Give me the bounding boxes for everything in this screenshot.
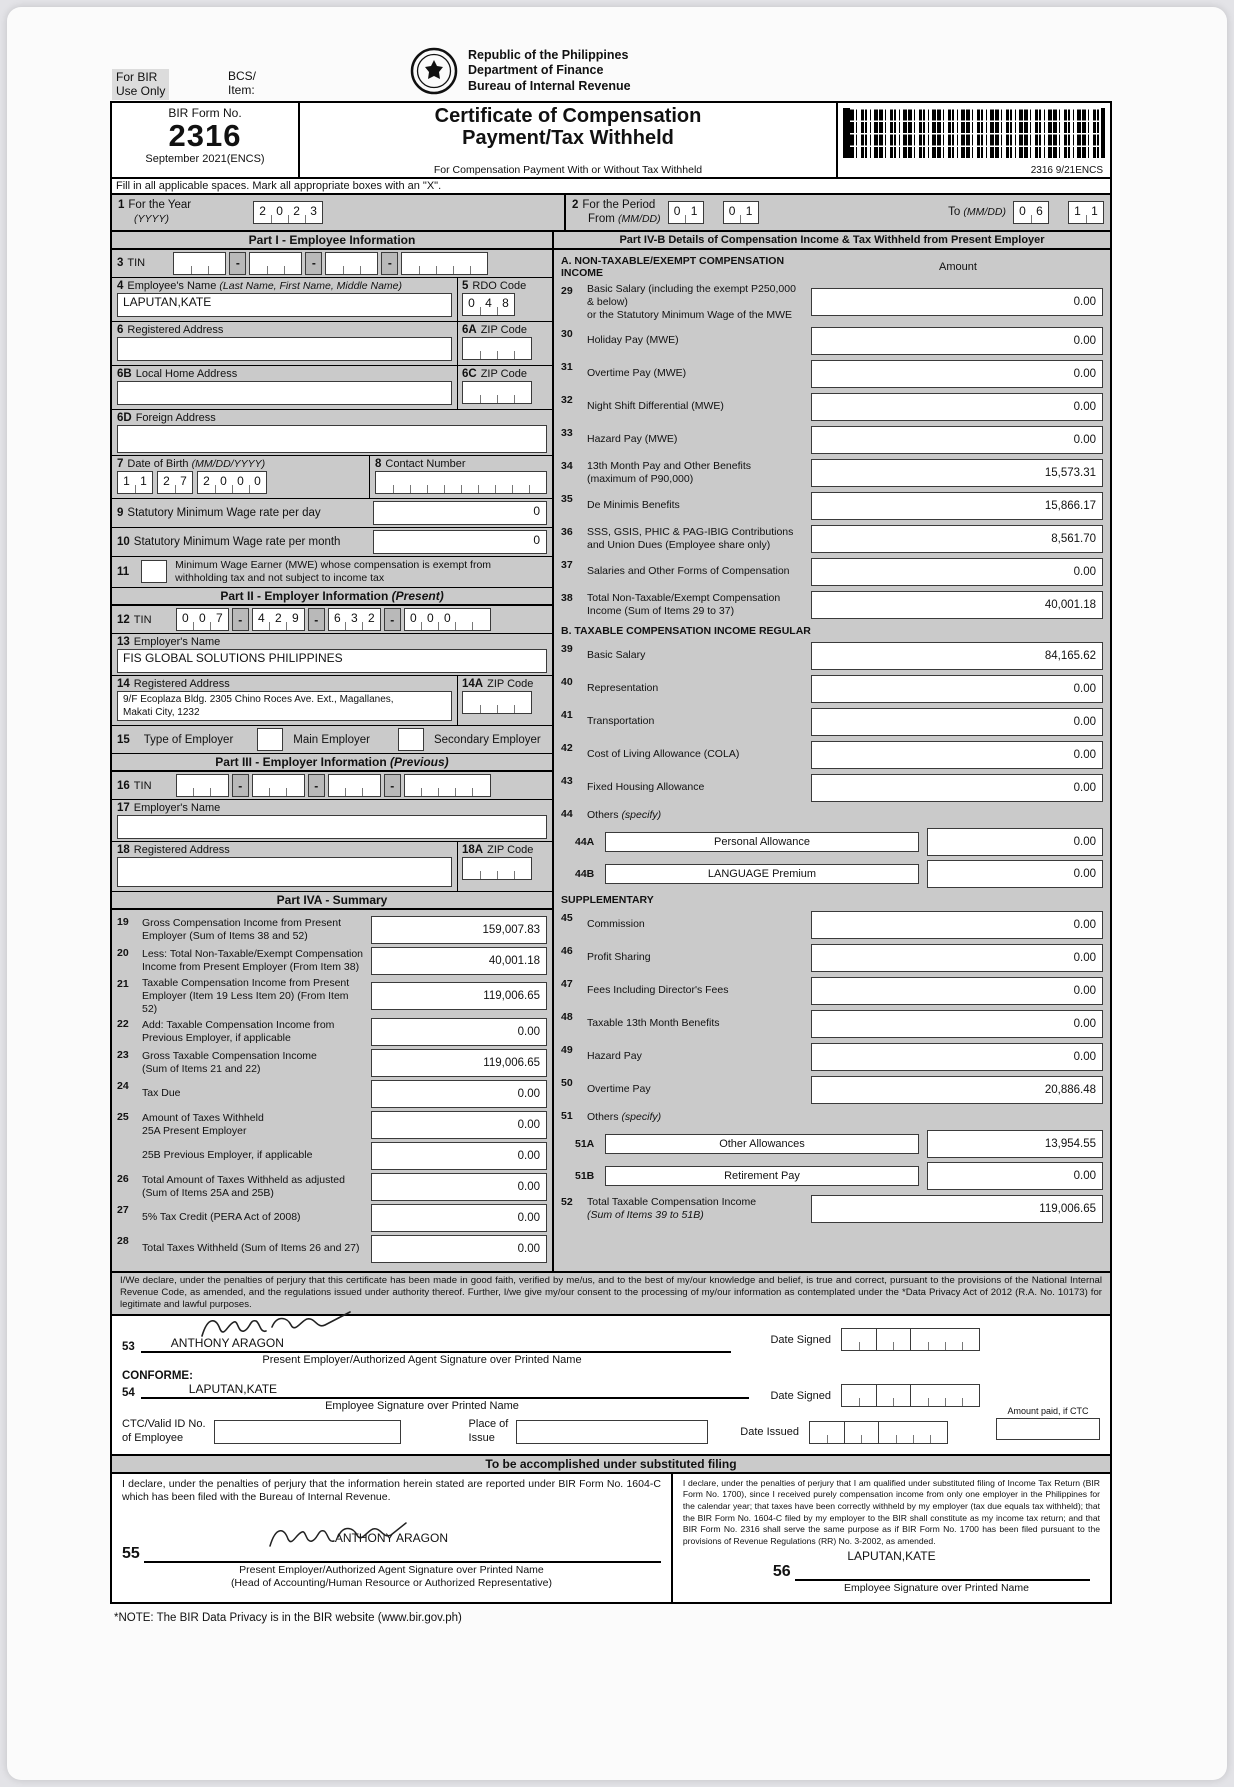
- employer-name-input[interactable]: FIS GLOBAL SOLUTIONS PHILIPPINES: [117, 649, 547, 673]
- summary-amount-field[interactable]: 0.00: [371, 1018, 547, 1046]
- summary-row: 28 Total Taxes Withheld (Sum of Items 26 and 27) 0.00: [117, 1234, 547, 1263]
- compensation-row: 32 Night Shift Differential (MWE) 0.00: [561, 392, 1103, 421]
- compensation-row: 41 Transportation 0.00: [561, 707, 1103, 736]
- conforme-label: CONFORME:: [122, 1370, 193, 1383]
- amount-field[interactable]: 0.00: [811, 393, 1103, 421]
- other-compensation-row: 51B Retirement Pay 0.00: [575, 1162, 1103, 1190]
- summary-row: 22 Add: Taxable Compensation Income from Previous Employer, if applicable 0.00: [117, 1017, 547, 1046]
- employee-tin-row: 3 TIN - - -: [112, 250, 552, 278]
- other-compensation-row: 44B LANGUAGE Premium 0.00: [575, 860, 1103, 888]
- amount-paid-ctc-input[interactable]: [996, 1418, 1100, 1440]
- rdo-code-input[interactable]: 0 4 8: [462, 293, 515, 316]
- date-issued: Date Issued: [740, 1421, 948, 1444]
- amount-field[interactable]: 20,886.48: [811, 1076, 1103, 1104]
- compensation-row: 31 Overtime Pay (MWE) 0.00: [561, 359, 1103, 388]
- substituted-left: I declare, under the penalties of perjury that the information herein stated are reported under BIR Form No. 1604-C which has been filed with the Bureau of Internal Revenue. ANTHONY ARAGON 55 Present Employer/Authorized Agent Signature over Printed Name (Head of Accounting/Human Resource or Authorized Representative): [112, 1474, 673, 1602]
- other-name-field[interactable]: Retirement Pay: [605, 1166, 919, 1186]
- type-of-employer-row: 15 Type of Employer Main Employer Secondary Employer: [112, 726, 552, 754]
- form-subtitle: For Compensation Payment With or Without Tax Withheld: [433, 164, 703, 176]
- barcode-cell: [836, 103, 1110, 177]
- others-44-row: 44 Others (specify): [561, 808, 662, 821]
- part2-header: Part II - Employer Information (Present): [112, 588, 552, 606]
- government-header: [410, 47, 631, 95]
- ctc-id-input[interactable]: [214, 1420, 401, 1444]
- left-column: [112, 232, 554, 1272]
- amount-field[interactable]: 0.00: [927, 828, 1103, 856]
- other-name-field[interactable]: Other Allowances: [605, 1134, 919, 1154]
- previous-employer-address-input[interactable]: [117, 857, 452, 887]
- main-employer-checkbox[interactable]: [257, 728, 283, 751]
- compensation-row: 29 Basic Salary (including the exempt P250,000 & below) or the Statutory Minimum Wage of the MWE 0.00: [561, 283, 1103, 322]
- barcode-image: [843, 108, 1105, 158]
- summary-row: 21 Taxable Compensation Income from Present Employer (Item 19 Less Item 20) (From Item 52) 119,006.65: [117, 977, 547, 1015]
- substituted-filing-header: To be accomplished under substituted filing: [112, 1454, 1110, 1474]
- part4a-header: Part IVA - Summary: [112, 892, 552, 910]
- summary-row: 20 Less: Total Non-Taxable/Exempt Compensation Income from Present Employer (From Item 38) 40,001.18: [117, 946, 547, 975]
- other-compensation-row: 44A Personal Allowance 0.00: [575, 828, 1103, 856]
- summary-amount-field[interactable]: 40,001.18: [371, 947, 547, 975]
- registered-address-row: 6 Registered Address 6A ZIP Code: [112, 322, 552, 366]
- total-taxable-row: 52 Total Taxable Compensation Income (Sum of Items 39 to 51B) 119,006.65: [561, 1194, 1103, 1223]
- supplementary-header: SUPPLEMENTARY: [561, 894, 654, 907]
- employee-tin-input[interactable]: - - -: [173, 252, 488, 275]
- wage-per-month-row: 10 Statutory Minimum Wage rate per month 0: [112, 528, 552, 557]
- employee-name-input[interactable]: LAPUTAN,KATE: [117, 293, 452, 317]
- amount-field[interactable]: 0.00: [927, 1162, 1103, 1190]
- taxable-regular-items: [561, 641, 1103, 802]
- employer-tin-input[interactable]: 0 0 7 - 4 2 9 - 6 3 2 - 0 0 0: [176, 608, 491, 631]
- signature-53-image: [192, 1308, 362, 1342]
- signature-53-line[interactable]: ANTHONY ARAGON: [141, 1336, 731, 1353]
- summary-amount-field[interactable]: 159,007.83: [371, 916, 547, 944]
- signature-53-caption: Present Employer/Authorized Agent Signature over Printed Name: [262, 1354, 582, 1367]
- local-home-address-input[interactable]: [117, 381, 452, 405]
- form-no-label: BIR Form No.: [168, 106, 242, 120]
- compensation-row: 37 Salaries and Other Forms of Compensation 0.00: [561, 557, 1103, 586]
- item1-for-the-year: 1 For the Year (YYYY) 2 0 2 3: [112, 195, 566, 230]
- date-signed-53-input[interactable]: [841, 1328, 980, 1351]
- foreign-address-input[interactable]: [117, 425, 547, 453]
- barcode-label: 2316 9/21ENCS: [1030, 165, 1103, 176]
- summary-row: 26 Total Amount of Taxes Withheld as adjusted (Sum of Items 25A and 25B) 0.00: [117, 1172, 547, 1201]
- section-a-header: A. NON-TAXABLE/EXEMPT COMPENSATION INCOME Amount: [561, 255, 1103, 279]
- period-from-mm-input[interactable]: 0 1: [668, 201, 704, 224]
- others-51-row: 51 Others (specify): [561, 1110, 662, 1123]
- employer-address-row: 14 Registered Address 9/F Ecoplaza Bldg. 2305 Chino Roces Ave. Ext., Magallanes, Makati City, 1232 14A ZIP Code: [112, 676, 552, 726]
- other-name-field[interactable]: Personal Allowance: [605, 832, 919, 852]
- period-from-dd-input[interactable]: 0 1: [723, 201, 759, 224]
- signature-55-name: ANTHONY ARAGON: [334, 1531, 449, 1546]
- other-compensation-row: 51A Other Allowances 13,954.55: [575, 1130, 1103, 1158]
- republic-line: Republic of the Philippines: [468, 47, 629, 62]
- amount-field[interactable]: 0.00: [811, 675, 1103, 703]
- amount-field[interactable]: 0.00: [927, 860, 1103, 888]
- place-of-issue-input[interactable]: [516, 1420, 708, 1444]
- amount-field[interactable]: 0.00: [811, 1043, 1103, 1071]
- summary-row: 27 5% Tax Credit (PERA Act of 2008) 0.00: [117, 1203, 547, 1232]
- employer-name-row: 13 Employer's Name FIS GLOBAL SOLUTIONS PHILIPPINES: [112, 634, 552, 676]
- other-name-field[interactable]: LANGUAGE Premium: [605, 864, 919, 884]
- zip-6a-input[interactable]: [462, 337, 532, 360]
- contact-number-input[interactable]: [375, 471, 547, 494]
- mwe-row: 11 Minimum Wage Earner (MWE) whose compensation is exempt from withholding tax and not subject to income tax: [112, 557, 552, 588]
- nontaxable-items: [561, 283, 1103, 619]
- mwe-checkbox[interactable]: [141, 560, 167, 583]
- form-title-line1: Certificate of Compensation: [434, 105, 702, 127]
- others-44-rows: [561, 828, 1103, 888]
- wage-per-month-input[interactable]: 0: [373, 530, 547, 554]
- summary-row: 24 Tax Due 0.00: [117, 1079, 547, 1108]
- others-51-rows: [561, 1130, 1103, 1190]
- signature-54-line[interactable]: LAPUTAN,KATE: [141, 1382, 749, 1399]
- amount-field[interactable]: 0.00: [811, 288, 1103, 316]
- signature-section: [112, 1316, 1110, 1454]
- amount-field[interactable]: 15,573.31: [811, 459, 1103, 487]
- summary-amount-field[interactable]: 0.00: [371, 1111, 547, 1139]
- part3-header: Part III - Employer Information (Previous): [112, 754, 552, 772]
- compensation-row: 42 Cost of Living Allowance (COLA) 0.00: [561, 740, 1103, 769]
- date-issued-input[interactable]: [809, 1421, 948, 1444]
- compensation-row: 33 Hazard Pay (MWE) 0.00: [561, 425, 1103, 454]
- summary-amount-field[interactable]: 0.00: [371, 1142, 547, 1170]
- date-signed-54-input[interactable]: [841, 1384, 980, 1407]
- compensation-row: 38 Total Non-Taxable/Exempt Compensation Income (Sum of Items 29 to 37) 40,001.18: [561, 590, 1103, 619]
- date-of-birth-input[interactable]: 1 1 2 7 2 0 0 0: [117, 471, 364, 494]
- date-signed-53: Date Signed: [770, 1328, 980, 1351]
- compensation-row: 45 Commission 0.00: [561, 910, 1103, 939]
- amount-column-header: Amount: [939, 260, 977, 273]
- compensation-row: 34 13th Month Pay and Other Benefits (maximum of P90,000) 15,573.31: [561, 458, 1103, 487]
- signature-56-line[interactable]: 56: [773, 1563, 1090, 1581]
- compensation-row: 35 De Minimis Benefits 15,866.17: [561, 491, 1103, 520]
- signature-54-caption: Employee Signature over Printed Name: [325, 1400, 519, 1413]
- amount-field[interactable]: 0.00: [811, 911, 1103, 939]
- form-number: 2316: [168, 118, 242, 153]
- compensation-row: 39 Basic Salary 84,165.62: [561, 641, 1103, 670]
- form-version: September 2021(ENCS): [145, 152, 265, 165]
- compensation-row: 50 Overtime Pay 20,886.48: [561, 1075, 1103, 1104]
- summary-amount-field[interactable]: 119,006.65: [371, 1049, 547, 1077]
- employee-name-row: 4 Employee's Name (Last Name, First Name, Middle Name) LAPUTAN,KATE 5 RDO Code 0 4 8: [112, 278, 552, 322]
- bcs-item-label: BCS/ Item:: [228, 69, 257, 98]
- footer-note: *NOTE: The BIR Data Privacy is in the BIR website (www.bir.gov.ph): [114, 1611, 462, 1624]
- previous-employer-tin-row: 16 TIN - - -: [112, 772, 552, 800]
- compensation-row: 48 Taxable 13th Month Benefits 0.00: [561, 1009, 1103, 1038]
- summary-row: 25B Previous Employer, if applicable 0.00: [117, 1141, 547, 1170]
- zip-18a-input[interactable]: [462, 857, 532, 880]
- summary-row: 25 Amount of Taxes Withheld 25A Present Employer 0.00: [117, 1110, 547, 1139]
- summary-section: [112, 910, 552, 1271]
- compensation-row: 49 Hazard Pay 0.00: [561, 1042, 1103, 1071]
- previous-employer-name-row: 17 Employer's Name: [112, 800, 552, 842]
- year-period-row: [112, 195, 1110, 232]
- foreign-address-row: 6D Foreign Address: [112, 410, 552, 456]
- zip-14a-input[interactable]: [462, 691, 532, 714]
- part4b-header: Part IV-B Details of Compensation Income & Tax Withheld from Present Employer: [554, 232, 1110, 250]
- summary-amount-field[interactable]: 0.00: [371, 1173, 547, 1201]
- document-sheet: [7, 7, 1227, 1780]
- summary-row: 19 Gross Compensation Income from Present Employer (Sum of Items 38 and 52) 159,007.83: [117, 915, 547, 944]
- bir-line: Bureau of Internal Revenue: [468, 78, 631, 93]
- compensation-row: 43 Fixed Housing Allowance 0.00: [561, 773, 1103, 802]
- form-number-cell: [112, 103, 300, 177]
- amount-field[interactable]: 8,561.70: [811, 525, 1103, 553]
- signature-55-image: [262, 1520, 412, 1550]
- amount-field[interactable]: 0.00: [811, 360, 1103, 388]
- substituted-right: I declare, under the penalties of perjury that I am qualified under substituted filing of Income Tax Return (BIR Form No. 1700), since I received purely compensation income from only one employer in the Philippines for the calendar year; that taxes have been correctly withheld by my employer (tax due equals tax withheld); that the BIR Form No. 1604-C filed by my employer to the BIR shall constitute as my income tax return; and that BIR Form No. 2316 shall serve the same purpose as if BIR Form No. 1700 has been filed pursuant to the provisions of Revenue Regulations (RR) No. 3-2002, as amended. LAPUTAN,KATE 56 Employee Signature over Printed Name: [682, 1477, 1100, 1595]
- amount-paid-ctc: Amount paid, if CTC: [996, 1406, 1100, 1440]
- amount-field[interactable]: 0.00: [811, 708, 1103, 736]
- summary-row: 23 Gross Taxable Compensation Income (Sum of Items 21 and 22) 119,006.65: [117, 1048, 547, 1077]
- summary-amount-field[interactable]: 0.00: [371, 1235, 547, 1263]
- compensation-row: 47 Fees Including Director's Fees 0.00: [561, 976, 1103, 1005]
- amount-field[interactable]: 0.00: [811, 1010, 1103, 1038]
- amount-field[interactable]: 84,165.62: [811, 642, 1103, 670]
- pre-header: [110, 49, 1112, 101]
- for-bir-use-only-label: For BIR Use Only: [112, 69, 169, 100]
- amount-field[interactable]: 119,006.65: [811, 1195, 1103, 1223]
- amount-field[interactable]: 0.00: [811, 558, 1103, 586]
- wage-per-day-input[interactable]: 0: [373, 501, 547, 525]
- item54-row: 54 LAPUTAN,KATE Employee Signature over Printed Name Date Signed: [122, 1382, 1100, 1412]
- form-title-cell: [300, 103, 836, 177]
- item53-row: 53 ANTHONY ARAGON Present Employer/Authorized Agent Signature over Printed Name Date Signed: [122, 1322, 1100, 1366]
- amount-field[interactable]: 0.00: [811, 741, 1103, 769]
- compensation-row: 36 SSS, GSIS, PHIC & PAG-IBIG Contributions and Union Dues (Employee share only) 8,561.70: [561, 524, 1103, 553]
- amount-field[interactable]: 0.00: [811, 426, 1103, 454]
- section-b-header: B. TAXABLE COMPENSATION INCOME REGULAR: [561, 625, 811, 638]
- amount-field[interactable]: 0.00: [811, 977, 1103, 1005]
- dof-line: Department of Finance: [468, 63, 604, 78]
- registered-address-input[interactable]: [117, 337, 452, 361]
- previous-employer-tin-input[interactable]: - - -: [176, 774, 491, 797]
- zip-6c-input[interactable]: [462, 381, 532, 404]
- bir-seal-icon: [410, 47, 458, 95]
- bir-form-2316: [110, 101, 1112, 1604]
- form-title-line2: Payment/Tax Withheld: [462, 127, 674, 150]
- year-input[interactable]: 2 0 2 3: [253, 201, 323, 224]
- compensation-row: 40 Representation 0.00: [561, 674, 1103, 703]
- perjury-declaration: I/We declare, under the penalties of perjury that this certificate has been made in good faith, verified by me/us, and to the best of my/our knowledge and belief, is true and correct, pursuant to the provisions of the National Internal Revenue Code, as amended, and the regulations issued under authority thereof. Further, I/we give my/our consent to the processing of my/our information as contemplated under the *Data Privacy Act of 2012 (R.A. No. 10173) for legitimate and lawful purposes.: [112, 1271, 1110, 1316]
- compensation-row: 30 Holiday Pay (MWE) 0.00: [561, 326, 1103, 355]
- item2-for-the-period: 2 For the Period From (MM/DD) 0 1 0 1 To (MM/DD) 0 6 1 1: [566, 195, 1110, 230]
- date-signed-54: Date Signed: [770, 1384, 980, 1407]
- part1-header: Part I - Employee Information: [112, 232, 552, 250]
- period-to-dd-input[interactable]: 1 1: [1068, 201, 1104, 224]
- ctc-row: CTC/Valid ID No. of Employee Place of Issue Date Issued Amount paid, if CTC: [122, 1418, 1100, 1446]
- amount-field[interactable]: 15,866.17: [811, 492, 1103, 520]
- summary-amount-field[interactable]: 0.00: [371, 1080, 547, 1108]
- amount-field[interactable]: 13,954.55: [927, 1130, 1103, 1158]
- amount-field[interactable]: 0.00: [811, 944, 1103, 972]
- dob-contact-row: 7 Date of Birth (MM/DD/YYYY) 1 1 2 7 2 0 0 0 8 Contact Number: [112, 456, 552, 499]
- summary-amount-field[interactable]: 119,006.65: [371, 982, 547, 1010]
- signature-55-line[interactable]: 55: [122, 1545, 661, 1563]
- right-column: [554, 232, 1110, 1272]
- local-home-address-row: 6B Local Home Address 6C ZIP Code: [112, 366, 552, 410]
- secondary-employer-checkbox[interactable]: [398, 728, 424, 751]
- fill-instructions: Fill in all applicable spaces. Mark all appropriate boxes with an "X".: [112, 179, 1110, 195]
- supplementary-items: [561, 910, 1103, 1104]
- amount-field[interactable]: 40,001.18: [811, 591, 1103, 619]
- wage-per-day-row: 9 Statutory Minimum Wage rate per day 0: [112, 499, 552, 528]
- period-to-mm-input[interactable]: 0 6: [1013, 201, 1049, 224]
- previous-employer-address-row: 18 Registered Address 18A ZIP Code: [112, 842, 552, 892]
- compensation-row: 46 Profit Sharing 0.00: [561, 943, 1103, 972]
- employer-address-input[interactable]: 9/F Ecoplaza Bldg. 2305 Chino Roces Ave. Ext., Magallanes, Makati City, 1232: [117, 691, 452, 721]
- previous-employer-name-input[interactable]: [117, 815, 547, 839]
- amount-field[interactable]: 0.00: [811, 774, 1103, 802]
- amount-field[interactable]: 0.00: [811, 327, 1103, 355]
- summary-amount-field[interactable]: 0.00: [371, 1204, 547, 1232]
- employer-tin-row: 12 TIN 0 0 7 - 4 2 9 - 6 3 2 - 0 0 0: [112, 606, 552, 634]
- form-header: [112, 103, 1110, 179]
- signature-56-name: LAPUTAN,KATE: [847, 1549, 936, 1564]
